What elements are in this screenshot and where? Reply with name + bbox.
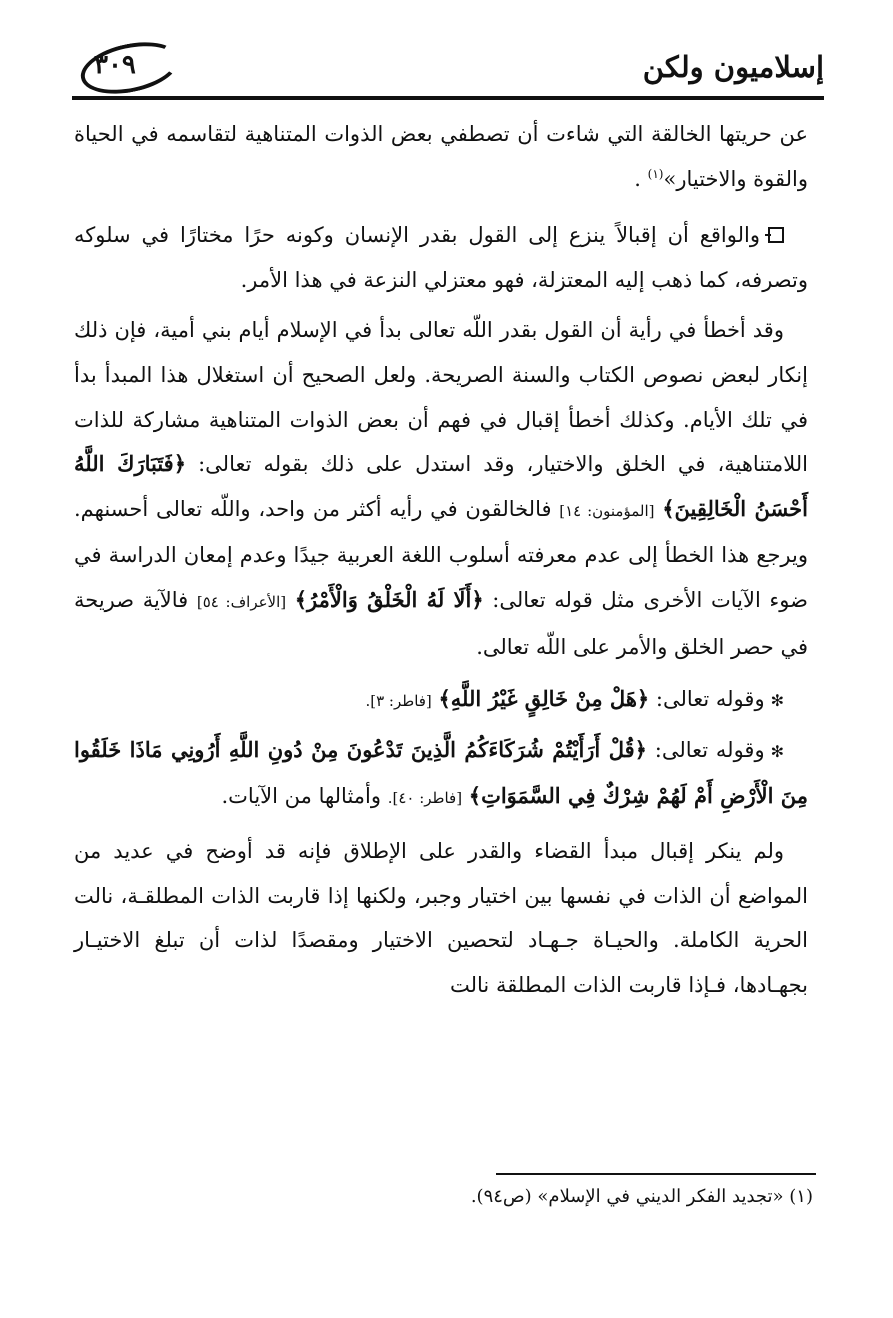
- verse-reference: [فاطر: ٣].: [365, 692, 432, 711]
- footnote-marker: (١): [647, 166, 664, 181]
- paragraph: عن حريتها الخالقة التي شاءت أن تصطفي بعض الذوات المتناهية لتقاسمه في الحياة والقوة والاختيار»$^{(١)}$ .: [74, 122, 808, 191]
- page-header: [72, 40, 824, 102]
- header-rule: [72, 96, 824, 100]
- verse-reference: [فاطر: ٤٠].: [387, 789, 463, 808]
- verse-reference: [الأعراف: ٥٤]: [196, 592, 287, 611]
- paragraph: وقد أخطأ في رأية أن القول بقدر اللّه تعالى بدأ في الإسلام أيام بني أمية، فإن ذلك إنكار لبعض نصوص الكتاب والسنة الصريحة. ولعل الصحيح أن استغلال هذا المبدأ بدأ في تلك الأيام. وكذلك أخطأ إقبال في فهم أن بعض الذوات المتناهية مشاركة للذات اللامتناهية، في الخلق والاختيار، وقد استدل على ذلك بقوله تعالى: ﴿فَتَبَارَكَ اللَّهُ أَحْسَنُ الْخَالِقِينَ﴾ [المؤمنون: ١٤] فالخالقون في رأيه أكثر من واحد، واللّه تعالى أحسنهم. ويرجع هذا الخطأ إلى عدم معرفته أسلوب اللغة العربية جيدًا وعدم إمعان الدراسة في ضوء الآيات الأخرى مثل قوله تعالى: ﴿أَلَا لَهُ الْخَلْقُ وَالْأَمْرُ﴾ [الأعراف: ٥٤] فالآية صريحة في حصر الخلق والأمر على اللّه تعالى.: [74, 318, 809, 659]
- paragraph: ولم ينكر إقبال مبدأ القضاء والقدر على الإطلاق فإنه قد أوضح في عديد من المواضع أن الذات في نفسها بين اختيار وجبر، ولكنها إذا قاربت الذات المطلقـة، نالت الحرية الكاملة. والحيـاة جـهـاد لتحصين الاختيار ومقصدًا لذات أن تبلغ الاختيـار بجهـادها، فـإذا قاربت الذات المطلقة نالت: [74, 838, 808, 997]
- verse-item: ✻وقوله تعالى: ﴿قُلْ أَرَأَيْتُمْ شُرَكَاءَكُمُ الَّذِينَ تَدْعُونَ مِنْ دُونِ اللَّهِ أَرُونِي مَاذَا خَلَقُوا مِنَ الْأَرْضِ أَمْ لَهُمْ شِرْكٌ فِي السَّمَوَاتِ﴾ [فاطر: ٤٠]. وأمثالها من الآيات.: [74, 736, 808, 809]
- asterisk-bullet-icon: ✻: [770, 741, 785, 761]
- footnote: (١) «تجديد الفكر الديني في الإسلام» (ص٩٤).: [470, 1186, 813, 1207]
- square-bullet-icon: [768, 227, 784, 243]
- page-number: ٣٠٩: [94, 50, 136, 80]
- book-title: إسلاميون ولكن: [642, 50, 824, 84]
- footnote-rule: [496, 1173, 816, 1175]
- paragraph: والواقع أن إقبالاً ينزع إلى القول بقدر الإنسان وكونه حرًا مختارًا في سلوكه وتصرفه، كما ذهب إليه المعتزلة، فهو معتزلي النزعة في هذا الأمر.: [74, 223, 808, 292]
- asterisk-bullet-icon: ✻: [770, 691, 784, 711]
- quran-verse: ﴿أَلَا لَهُ الْخَلْقُ وَالْأَمْرُ﴾: [294, 586, 484, 612]
- quran-verse: ﴿هَلْ مِنْ خَالِقٍ غَيْرُ اللَّهِ﴾: [438, 686, 650, 712]
- quran-verse: ﴿قُلْ أَرَأَيْتُمْ شُرَكَاءَكُمُ الَّذِينَ تَدْعُونَ مِنْ دُونِ اللَّهِ أَرُونِي مَاذَا خَلَقُوا مِنَ الْأَرْضِ أَمْ لَهُمْ شِرْكٌ فِي السَّمَوَاتِ﴾: [74, 736, 808, 809]
- body-text: [74, 112, 808, 1007]
- verse-reference: [المؤمنون: ١٤]: [559, 501, 655, 520]
- verse-item: ✻وقوله تعالى: ﴿هَلْ مِنْ خَالِقٍ غَيْرُ اللَّهِ﴾ [فاطر: ٣].: [365, 686, 784, 712]
- quran-verse: ﴿فَتَبَارَكَ اللَّهُ أَحْسَنُ الْخَالِقِينَ﴾: [74, 451, 808, 521]
